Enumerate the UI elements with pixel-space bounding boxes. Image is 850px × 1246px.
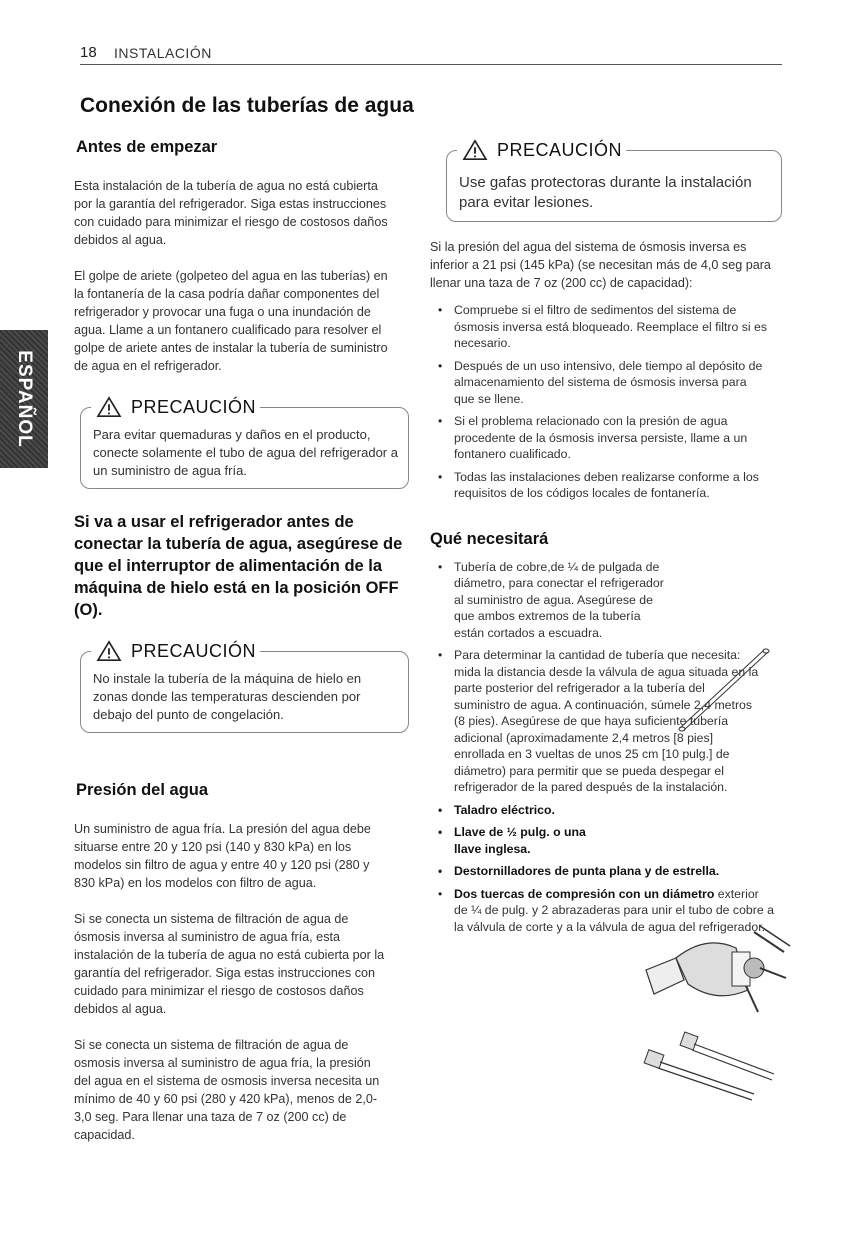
list-item: • Destornilladores de punta plana y de estrella. [430,863,790,880]
page-title: Conexión de las tuberías de agua [80,94,414,117]
compression-nut-bold: Dos tuercas de compresión con un diámetro [454,886,715,901]
compression-nut-text: exterior de ¼ de pulg. y 2 abrazaderas para unir el tubo de cobre a la válvula de corte y a la válvula de agua del refrigerador. [454,886,774,934]
caution-box-freezing [80,640,409,733]
antes-heading: Antes de empezar [76,138,218,156]
left-column [74,138,414,1144]
drill-illustration [636,912,796,1016]
list-item: • Tubería de cobre,de ¼ de pulgada de diámetro, para conectar el refrigerador al suministro de agua. Asegúrese de que ambos extremos de la tubería están cortados a escuadra. [430,559,674,642]
list-item: • Después de un uso intensivo, dele tiempo al depósito de almacenamiento del sistema de ósmosis inversa para que se llene. [430,358,770,408]
caution-text: No instale la tubería de la máquina de hielo en zonas donde las temperaturas descienden por debajo del punto de congelación. [93,671,362,722]
language-label: ESPAÑOL [14,350,35,448]
caution-header [91,396,260,418]
caution-title: PRECAUCIÓN [497,139,623,160]
caution-header [91,640,260,662]
necesitara-heading: Qué necesitará [430,529,549,548]
antes-paragraph-2: El golpe de ariete (golpeteo del agua en las tuberías) en la fontanería de la casa podría dañar componentes del refrigerador y provocar una fuga o una inundación de agua. Llame a un fontanero cualificado para resolver el golpe de ariete antes de instalar la tubería de suministro de agua en el refrigerador. [74,269,388,373]
presion-paragraph-2: Si se conecta un sistema de filtración de agua de ósmosis inversa al suministro de agua fría, esta instalación de la tubería de agua no está cubierta por la garantía del refrigerador. Siga estas instrucciones con cuidado para minimizar el riesgo de costosos daños debidos al agua. [74,912,385,1016]
warning-triangle-icon [95,396,123,418]
caution-box-goggles [446,139,782,222]
presion-heading: Presión del agua [76,781,209,799]
page-number: 18 [80,44,97,61]
list-item: • Todas las instalaciones deben realizarse conforme a los requisitos de los códigos locales de fontanería. [430,469,770,502]
list-item: • Para determinar la cantidad de tubería que necesita: mida la distancia desde la válvula de agua situada en la parte posterior del refrigerador a la tubería del suministro de agua. A continuación, súmele 2,4 metros (8 pies). Asegúrese de que haya suficiente tubería adicional (aproximadamente 2,4 metros [8 pies] enrollada en 3 vueltas de unos 25 cm [10 pulg.] de diámetro) para permitir que se pueda despegar el refrigerador de la pared después de la instalación. [430,647,764,796]
warning-triangle-icon [95,640,123,662]
icemaker-off-notice: Si va a usar el refrigerador antes de conectar la tubería de agua, asegúrese de que el interruptor de alimentación de la máquina de hielo está en la posición OFF (O). [74,513,403,619]
language-side-tab [0,330,48,468]
list-item: • Si el problema relacionado con la presión de agua procedente de la ósmosis inversa persiste, llame a un fontanero cualificado. [430,413,770,463]
caution-title: PRECAUCIÓN [131,396,257,417]
caution-text: Use gafas protectoras durante la instalación para evitar lesiones. [459,174,752,211]
page-header [80,44,782,65]
caution-text: Para evitar quemaduras y daños en el producto, conecte solamente el tubo de agua del refrigerador a un suministro de agua fría. [93,427,398,478]
list-item: • Llave de ½ pulg. o una llave inglesa. [430,824,604,857]
antes-paragraph-1: Esta instalación de la tubería de agua no está cubierta por la garantía del refrigerador. Siga estas instrucciones con cuidado para minimizar el riesgo de costosos daños debidos al agua. [74,179,388,247]
caution-box-hot-water [80,396,409,489]
caution-header [457,139,626,161]
wrench-illustration [642,1018,782,1102]
list-item: • Compruebe si el filtro de sedimentos del sistema de ósmosis inversa está bloqueado. Reemplace el filtro si es necesario. [430,302,770,352]
caution-title: PRECAUCIÓN [131,640,257,661]
section-name: INSTALACIÓN [114,45,212,61]
copper-tube-illustration [676,646,770,732]
list-item: • Taladro eléctrico. [430,802,790,819]
presion-paragraph-1: Un suministro de agua fría. La presión del agua debe situarse entre 20 y 120 psi (140 y 830 kPa) en los modelos sin filtro de agua y entre 40 y 120 psi (280 y 830 kPa) en los modelos con filtro de agua. [74,822,371,890]
needs-list [430,559,790,936]
right-column [430,139,790,941]
warning-triangle-icon [461,139,489,161]
osmosis-list [430,302,770,502]
presion-paragraph-3: Si se conecta un sistema de filtración de agua de osmosis inversa al suministro de agua fría, la presión del agua en el sistema de osmosis inversa necesita un mínimo de 40 y 60 psi (280 y 420 kPa), menos de 2,0-3,0 seg. Para llenar una taza de 7 oz (200 cc) de capacidad. [74,1038,380,1142]
osmosis-paragraph: Si la presión del agua del sistema de ósmosis inversa es inferior a 21 psi (145 kPa) (se necesitan más de 4,0 seg para llenar una taza de 7 oz (200 cc) de capacidad): [430,240,771,290]
